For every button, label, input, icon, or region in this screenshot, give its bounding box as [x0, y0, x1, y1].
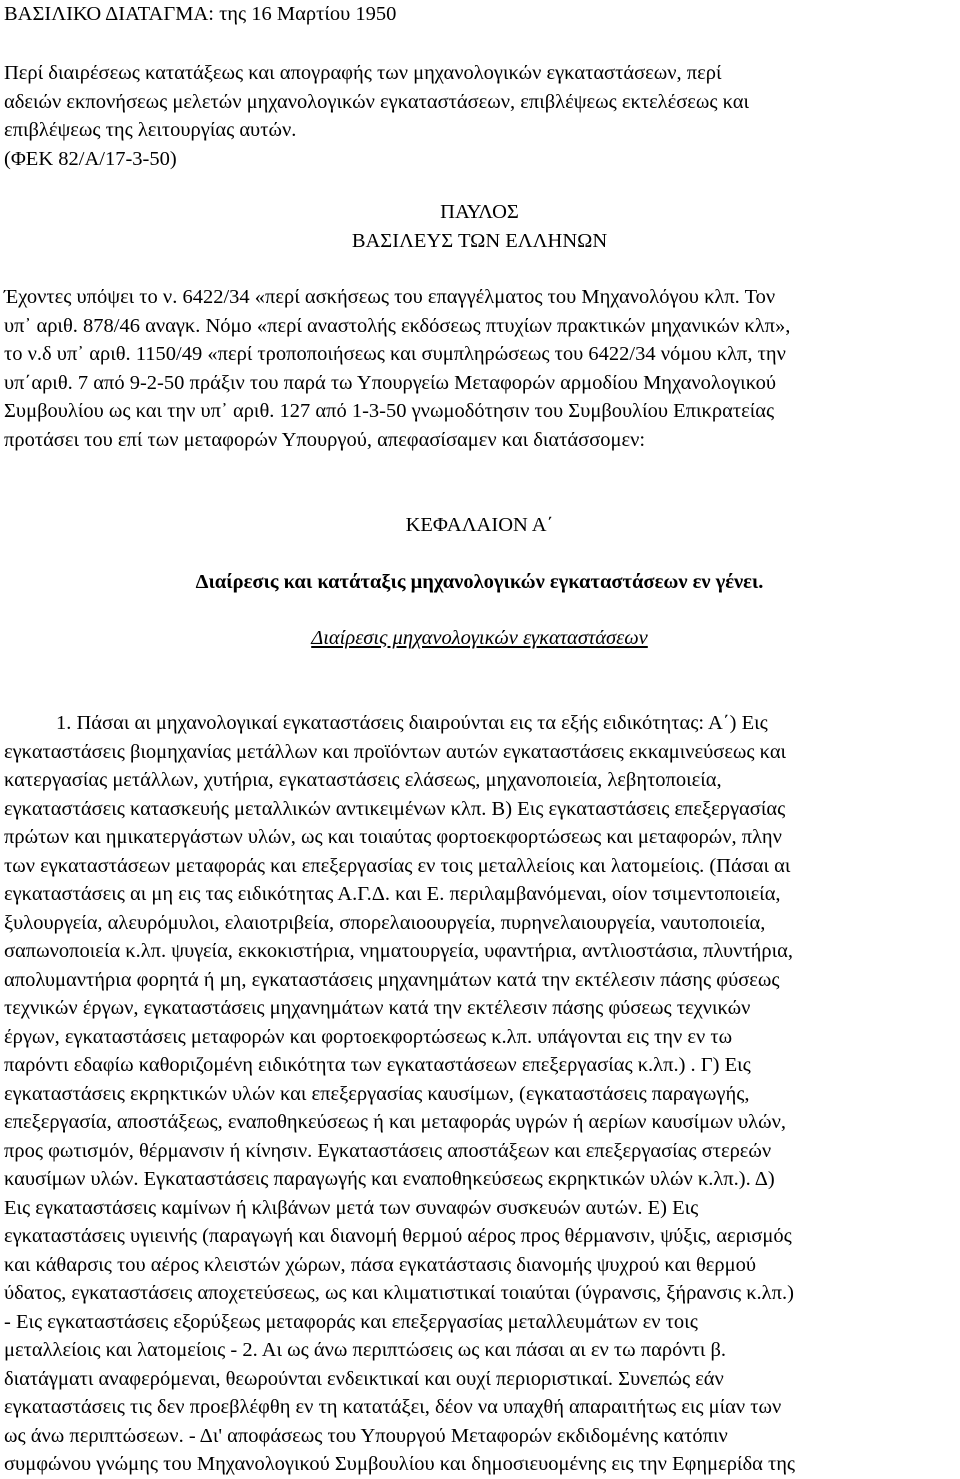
- article-line: συμφώνου γνώμης του Μηχανολογικού Συμβουλίου και δημοσιευομένης εις την Εφημερίδα της: [4, 1453, 796, 1475]
- article-line: και κάθαρσις του αέρος κλειστών χώρων, πάσα εγκατάστασις διανομής ψυχρού και θερμού: [4, 1254, 756, 1276]
- article-line: καυσίμων υλών. Εγκαταστάσεις παραγωγής και εναποθηκεύσεως εκρηκτικών υλών κ.λπ.). Δ): [4, 1168, 775, 1190]
- preamble-line: Έχοντες υπόψει το ν. 6422/34 «περί ασκήσεως του επαγγέλματος του Μηχανολόγου κλπ. Τον: [4, 286, 776, 308]
- subject-line: Περί διαιρέσεως κατατάξεως και απογραφής των μηχανολογικών εγκαταστάσεων, περί: [4, 62, 722, 84]
- article-line: εγκαταστάσεις υγιεινής (παραγωγή και διανομή θερμού αέρος προς θέρμανσιν, ψύξις, αερισμός: [4, 1225, 792, 1247]
- article-line: εγκαταστάσεις κατασκευής μεταλλικών αντικειμένων κλπ. Β) Εις εγκαταστάσεις επεξεργασίας: [4, 798, 786, 820]
- chapter-title: Διαίρεσις και κατάταξις μηχανολογικών εγκαταστάσεων εν γένει.: [195, 571, 764, 593]
- preamble-line: υπ᾽ αριθ. 878/46 αναγκ. Νόμο «περί αναστολής εκδόσεως πτυχίων πρακτικών μηχανικών κλπ»,: [4, 315, 791, 337]
- article-line: Εις εγκαταστάσεις καμίνων ή κλιβάνων μετά των συναφών συσκευών αυτών. Ε) Εις: [4, 1197, 699, 1219]
- article-line: ξυλουργεία, αλευρόμυλοι, ελαιοτριβεία, σπορελαιοουργεία, πυρηνελαιουργεία, ναυτοποιεία,: [4, 912, 766, 934]
- article-line: ως άνω περιπτώσεων. - Δι' αποφάσεως του Υπουργού Μεταφορών εκδιδομένης κατόπιν: [4, 1425, 728, 1447]
- section-subtitle: Διαίρεσις μηχανολογικών εγκαταστάσεων: [311, 627, 648, 649]
- article-line: κατεργασίας μετάλλων, χυτήρια, εγκαταστάσεις ελάσεως, μηχανοποιεία, λεβητοποιεία,: [4, 769, 722, 791]
- article-line: προς φωτισμόν, θέρμανσιν ή κίνησιν. Εγκαταστάσεις αποστάξεων και επεξεργασίας στερεών: [4, 1140, 772, 1162]
- preamble-line: προτάσει του επί των μεταφορών Υπουργού, απεφασίσαμεν και διατάσσομεν:: [4, 429, 646, 451]
- preamble-line: υπ΄αριθ. 7 από 9-2-50 πράξιν του παρά τω Υπουργείω Μεταφορών αρμοδίου Μηχανολογικού: [4, 372, 776, 394]
- gazette-reference: (ΦΕΚ 82/Α/17-3-50): [4, 148, 177, 170]
- chapter-heading: ΚΕΦΑΛΑΙΟΝ Α΄: [405, 514, 554, 536]
- preamble-line: Συμβουλίου ως και την υπ᾽ αριθ. 127 από 1-3-50 γνωμοδότησιν του Συμβουλίου Επικρατείας: [4, 400, 775, 422]
- article-line: εγκαταστάσεις αι μη εις τας ειδικότητας Α.Γ.Δ. και Ε. περιλαμβανόμεναι, οίον τσιμεντοποιεία,: [4, 883, 781, 905]
- preamble-line: το ν.δ υπ᾽ αριθ. 1150/49 «περί τροποποιήσεως και συμπληρώσεως του 6422/34 νόμου κλπ, την: [4, 343, 786, 365]
- article-line: μεταλλείοις και λατομείοις - 2. Αι ως άνω περιπτώσεις ως και πάσαι αι εν τω παρόντι β.: [4, 1339, 727, 1361]
- article-line: των εγκαταστάσεων μεταφοράς και επεξεργασίας εν τοις μεταλλείοις και λατομείοις. (Πάσαι αι: [4, 855, 791, 877]
- article-line: εγκαταστάσεις τις δεν προεβλέφθη εν τη κατατάξει, δέον να υπαχθή απαραιτήτως εις μίαν των: [4, 1396, 782, 1418]
- subject-line: αδειών εκπονήσεως μελετών μηχανολογικών εγκαταστάσεων, επιβλέψεως εκτελέσεως και: [4, 91, 750, 113]
- issuer-title: ΒΑΣΙΛΕΥΣ ΤΩΝ ΕΛΛΗΝΩΝ: [351, 230, 608, 252]
- issuer-name: ΠΑΥΛΟΣ: [440, 201, 519, 223]
- article-line: εγκαταστάσεις εκρηκτικών υλών και επεξεργασίας καυσίμων, (εγκαταστάσεις παραγωγής,: [4, 1083, 750, 1105]
- article-line: έργων, εγκαταστάσεις μεταφορών και φορτοεκφορτώσεως κ.λπ. υπάγονται εις την εν τω: [4, 1026, 733, 1048]
- article-line: παρόντι εδαφίω καθοριζομένη ειδικότητα των εγκαταστάσεων επεξεργασίας κ.λπ.) . Γ) Εις: [4, 1054, 751, 1076]
- article-line: διατάγματι αναφερόμεναι, θεωρούνται ενδεικτικαί και ουχί περιοριστικαί. Συνεπώς εάν: [4, 1368, 724, 1390]
- article-line: τεχνικών έργων, εγκαταστάσεις μηχανημάτων κατά την εκτέλεσιν πάσης φύσεως τεχνικών: [4, 997, 751, 1019]
- subject-line: επιβλέψεως της λειτουργίας αυτών.: [4, 119, 297, 141]
- decree-title: ΒΑΣΙΛΙΚΟ ΔΙΑΤΑΓΜΑ: της 16 Μαρτίου 1950: [4, 3, 397, 25]
- article-line: εγκαταστάσεις βιομηχανίας μετάλλων και προϊόντων αυτών εγκαταστάσεις εκκαμινεύσεως και: [4, 741, 787, 763]
- article-line: πρώτων και ημικατεργάστων υλών, ως και τοιαύτας φορτοεκφορτώσεως και μεταφορών, πλην: [4, 826, 782, 848]
- article-line: σαπωνοποιεία κ.λπ. ψυγεία, εκκοκιστήρια, νηματουργεία, υφαντήρια, αντλιοστάσια, πλυντήρια,: [4, 940, 794, 962]
- article-line: ύδατος, εγκαταστάσεις αποχετεύσεως, ως και κλιματιστικαί τοιαύται (ύγρανσις, ξήρανσις κ.λπ.): [4, 1282, 794, 1304]
- article-line: απολυμαντήρια φορητά ή μη, εγκαταστάσεις μηχανημάτων κατά την εκτέλεσιν πάσης φύσεως: [4, 969, 780, 991]
- article-line: 1. Πάσαι αι μηχανολογικαί εγκαταστάσεις διαιρούνται εις τα εξής ειδικότητας: Α΄) Εις: [56, 712, 768, 734]
- article-line: επεξεργασία, αποστάξεως, εναποθηκεύσεως ή και μεταφοράς υγρών ή αερίων καυσίμων υλών,: [4, 1111, 786, 1133]
- article-line: - Εις εγκαταστάσεις εξορύξεως μεταφοράς και επεξεργασίας μεταλλευμάτων εν τοις: [4, 1311, 698, 1333]
